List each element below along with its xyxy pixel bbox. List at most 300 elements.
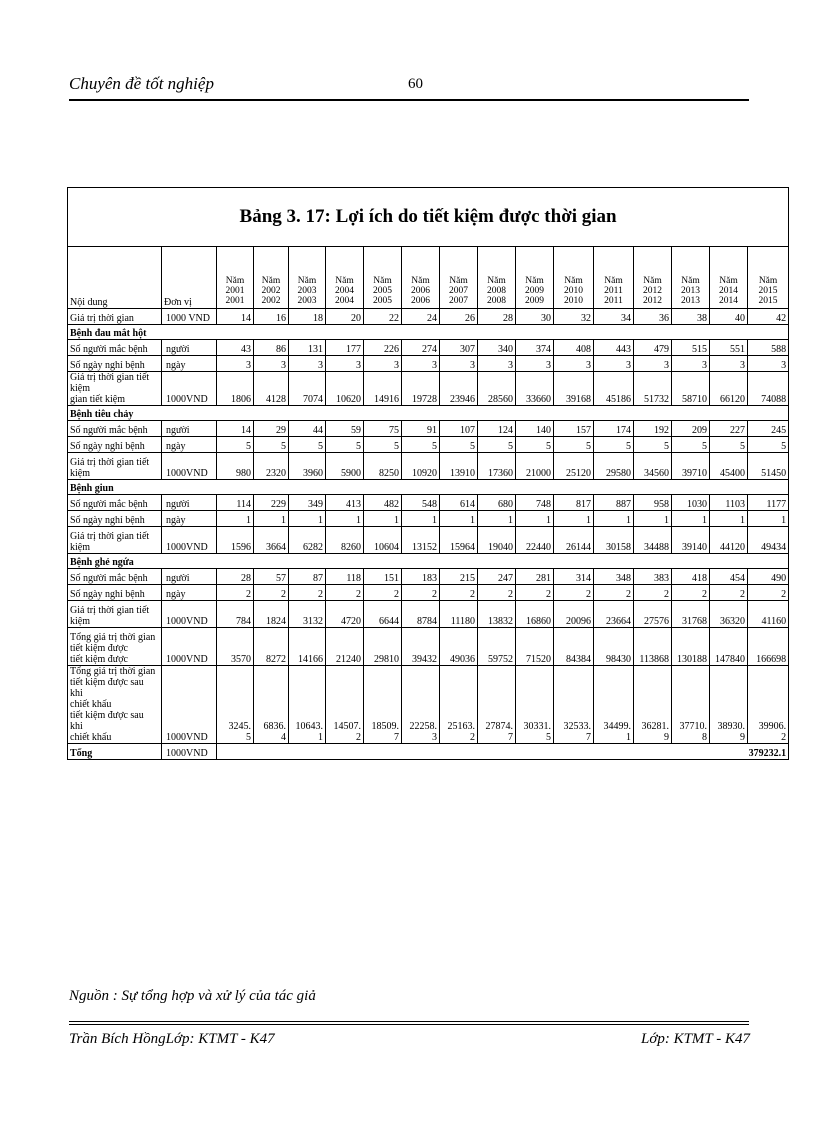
cell-line: 16: [276, 313, 286, 324]
value-cell: [710, 340, 748, 356]
cell-line: 74088: [761, 394, 787, 405]
value-cell: [594, 527, 634, 554]
value-cell: [748, 372, 789, 406]
cell-line: 16860: [526, 616, 551, 627]
cell-line: 209: [692, 425, 707, 436]
cell-line: 13152: [412, 542, 437, 553]
value-cell: [402, 495, 440, 511]
cell-line: 4128: [266, 394, 286, 405]
cell-line: 91: [427, 425, 437, 436]
cell-line: 5: [318, 441, 323, 452]
cell-line: 30: [541, 313, 551, 324]
year-header-line: 2006: [411, 296, 430, 307]
value-cell: [326, 628, 364, 666]
value-cell: [594, 585, 634, 601]
year-header-line: 2003: [297, 286, 317, 297]
row-label: [68, 495, 162, 511]
cell-line: 36281.: [641, 721, 669, 732]
value-cell: [634, 527, 672, 554]
cell-line: 418: [692, 573, 707, 584]
value-cell: [217, 585, 254, 601]
value-cell: [440, 372, 478, 406]
value-cell: [554, 511, 594, 527]
value-cell: [516, 527, 554, 554]
cell-line: 817: [576, 499, 591, 510]
value-cell: [217, 340, 254, 356]
value-cell: [748, 309, 789, 325]
cell-line: kiệm: [70, 468, 90, 479]
value-cell: [516, 569, 554, 585]
value-cell: [516, 666, 554, 744]
cell-line: 25163.: [447, 721, 475, 732]
cell-line: 1: [740, 515, 745, 526]
cell-line: 14916: [374, 394, 399, 405]
cell-line: 490: [771, 573, 787, 584]
value-cell: [672, 666, 710, 744]
cell-line: 3: [781, 360, 787, 371]
value-cell: [710, 372, 748, 406]
value-cell: [440, 309, 478, 325]
cell-line: tiết kiệm được sau khi: [70, 710, 144, 732]
cell-line: 1030: [687, 499, 707, 510]
value-cell: [217, 569, 254, 585]
value-cell: [634, 453, 672, 480]
cell-line: 66120: [720, 394, 745, 405]
value-cell: [554, 569, 594, 585]
year-header-line: Năm: [373, 276, 392, 287]
value-cell: [478, 309, 516, 325]
cell-line: gian tiết kiệm: [70, 394, 125, 405]
year-header-line: 2003: [297, 296, 317, 307]
value-cell: [554, 356, 594, 372]
value-cell: [516, 421, 554, 437]
year-header-line: Năm: [564, 276, 583, 287]
cell-line: 2: [432, 589, 437, 600]
cell-line: 49434: [761, 542, 787, 553]
row-label: [68, 437, 162, 453]
cell-line: 15964: [450, 542, 475, 553]
value-cell: [326, 666, 364, 744]
value-cell: [672, 453, 710, 480]
header-unit-label: Đơn vị: [162, 247, 217, 309]
value-cell: [402, 511, 440, 527]
cell-line: 13910: [450, 468, 475, 479]
cell-line: 5: [781, 441, 787, 452]
value-cell: [516, 511, 554, 527]
table-row: [68, 340, 789, 356]
value-cell: [594, 340, 634, 356]
cell-line: 1: [781, 515, 787, 526]
row-unit: 1000VND: [162, 601, 217, 628]
row-unit: 1000VND: [162, 453, 217, 480]
cell-line: 3960: [303, 468, 323, 479]
year-header: [364, 247, 402, 309]
cell-line: 27874.: [485, 721, 513, 732]
cell-line: 1: [318, 515, 323, 526]
year-header-line: Năm: [604, 276, 623, 287]
value-cell: [440, 421, 478, 437]
cell-line: 215: [460, 573, 475, 584]
cell-line: 3570: [231, 654, 251, 665]
cell-line: 5: [740, 441, 745, 452]
cell-line: Tổng giá trị thời gian: [70, 666, 156, 677]
year-header-line: 2005: [373, 286, 392, 297]
value-cell: [710, 453, 748, 480]
cell-line: 13832: [488, 616, 513, 627]
row-unit: người: [162, 340, 217, 356]
table-title: Bảng 3. 17: Lợi ích do tiết kiệm được thời gian: [68, 188, 789, 247]
year-header-line: 2007: [449, 286, 468, 297]
cell-line: 307: [460, 344, 475, 355]
value-cell: [516, 437, 554, 453]
cell-line: 748: [536, 499, 551, 510]
cell-line: 443: [616, 344, 631, 355]
cell-line: 413: [346, 499, 361, 510]
value-cell: [364, 421, 402, 437]
year-header-line: 2002: [261, 296, 281, 307]
value-cell: [710, 569, 748, 585]
value-cell: [748, 601, 789, 628]
cell-line: 40: [735, 313, 745, 324]
value-cell: [217, 372, 254, 406]
cell-line: 6836.: [263, 721, 286, 732]
value-cell: [440, 495, 478, 511]
cell-line: 3: [281, 360, 286, 371]
value-cell: [478, 569, 516, 585]
header-rule: [69, 99, 749, 101]
value-cell: [289, 585, 326, 601]
year-header-line: 2013: [681, 286, 700, 297]
value-cell: [289, 527, 326, 554]
year-header-line: 2012: [643, 286, 662, 297]
cell-line: 3: [740, 360, 745, 371]
cell-line: 39140: [682, 542, 707, 553]
cell-line: 41160: [761, 616, 787, 627]
value-cell: [326, 437, 364, 453]
value-cell: [289, 628, 326, 666]
cell-line: 10620: [336, 394, 361, 405]
cell-line: 7: [508, 732, 513, 743]
year-header-line: 2009: [525, 286, 544, 297]
value-cell: [748, 453, 789, 480]
cell-line: 3: [432, 732, 437, 743]
value-cell: [364, 569, 402, 585]
cell-line: 192: [654, 425, 669, 436]
cell-line: 349: [308, 499, 323, 510]
cell-line: 107: [460, 425, 475, 436]
cell-line: 140: [536, 425, 551, 436]
value-cell: [554, 437, 594, 453]
value-cell: [254, 527, 289, 554]
value-cell: [478, 527, 516, 554]
value-cell: [710, 309, 748, 325]
value-cell: [217, 437, 254, 453]
cell-line: 18: [313, 313, 323, 324]
cell-line: Giá trị thời gian: [70, 313, 134, 324]
section-row: [68, 480, 789, 495]
value-cell: [478, 601, 516, 628]
value-cell: [594, 511, 634, 527]
year-header-line: 2010: [564, 296, 583, 307]
row-unit: 1000VND: [162, 628, 217, 666]
cell-line: 348: [616, 573, 631, 584]
cell-line: 59: [351, 425, 361, 436]
value-cell: [364, 372, 402, 406]
value-cell: [478, 372, 516, 406]
cell-line: 26: [465, 313, 475, 324]
cell-line: tiết kiệm được sau khi: [70, 677, 144, 699]
cell-line: 1: [586, 515, 591, 526]
value-cell: [364, 495, 402, 511]
cell-line: 2: [781, 589, 787, 600]
year-header-line: Năm: [643, 276, 662, 287]
cell-line: 887: [616, 499, 631, 510]
cell-line: 87: [313, 573, 323, 584]
value-cell: [402, 569, 440, 585]
value-cell: [402, 372, 440, 406]
year-header-line: Năm: [487, 276, 506, 287]
value-cell: [672, 437, 710, 453]
table-container: [67, 187, 787, 760]
table-row: [68, 309, 789, 325]
cell-line: 51450: [761, 468, 787, 479]
year-header-line: 2005: [373, 296, 392, 307]
cell-line: 34488: [644, 542, 669, 553]
value-cell: [554, 628, 594, 666]
cell-line: 374: [536, 344, 551, 355]
value-cell: [710, 356, 748, 372]
value-cell: [516, 453, 554, 480]
value-cell: [672, 511, 710, 527]
cell-line: 45186: [606, 394, 631, 405]
value-cell: [634, 628, 672, 666]
value-cell: [516, 601, 554, 628]
cell-line: 281: [536, 573, 551, 584]
value-cell: [634, 666, 672, 744]
value-cell: [440, 666, 478, 744]
cell-line: 3664: [266, 542, 286, 553]
section-row: [68, 406, 789, 421]
cell-line: 340: [498, 344, 513, 355]
year-header: [672, 247, 710, 309]
year-header-line: 2008: [487, 286, 506, 297]
value-cell: [440, 340, 478, 356]
section-title: Bệnh giun: [68, 480, 789, 495]
section-title: Bệnh tiêu chảy: [68, 406, 789, 421]
cell-line: 33660: [526, 394, 551, 405]
value-cell: [217, 527, 254, 554]
cell-line: 454: [730, 573, 745, 584]
cell-line: 3: [546, 360, 551, 371]
value-cell: [672, 340, 710, 356]
value-cell: [254, 356, 289, 372]
row-unit: ngày: [162, 585, 217, 601]
header-content-label: Nội dung: [68, 247, 162, 309]
cell-line: Số ngày nghỉ bệnh: [70, 441, 145, 452]
cell-line: 1596: [231, 542, 251, 553]
row-unit: 1000 VND: [162, 309, 217, 325]
cell-line: 21000: [526, 468, 551, 479]
value-cell: [254, 340, 289, 356]
year-header-line: Năm: [411, 276, 430, 287]
value-cell: [710, 421, 748, 437]
cell-line: 5: [246, 441, 251, 452]
cell-line: 1: [432, 515, 437, 526]
cell-line: 18509.: [371, 721, 399, 732]
value-cell: [254, 511, 289, 527]
value-cell: [326, 527, 364, 554]
year-header: [217, 247, 254, 309]
year-header: [326, 247, 364, 309]
value-cell: [440, 585, 478, 601]
cell-line: 8: [702, 732, 707, 743]
cell-line: 408: [576, 344, 591, 355]
year-header-line: Năm: [758, 276, 778, 287]
value-cell: [478, 585, 516, 601]
value-cell: [710, 666, 748, 744]
cell-line: 39906.: [758, 721, 787, 732]
cell-line: 2: [470, 732, 475, 743]
cell-line: 22440: [526, 542, 551, 553]
row-unit: ngày: [162, 511, 217, 527]
value-cell: [217, 453, 254, 480]
cell-line: 5: [246, 732, 251, 743]
cell-line: 2: [664, 589, 669, 600]
year-header: [634, 247, 672, 309]
cell-line: 118: [346, 573, 361, 584]
cell-line: 29810: [374, 654, 399, 665]
table-row: [68, 569, 789, 585]
value-cell: [594, 628, 634, 666]
cell-line: 2: [781, 732, 787, 743]
value-cell: [594, 356, 634, 372]
value-cell: [326, 601, 364, 628]
value-cell: [364, 527, 402, 554]
cell-line: 227: [730, 425, 745, 436]
cell-line: 1: [508, 515, 513, 526]
cell-line: Số người mắc bệnh: [70, 573, 148, 584]
row-unit: người: [162, 569, 217, 585]
cell-line: 3245.: [228, 721, 251, 732]
cell-line: 2: [246, 589, 251, 600]
cell-line: 36320: [720, 616, 745, 627]
cell-line: 5: [470, 441, 475, 452]
cell-line: 5: [626, 441, 631, 452]
value-cell: [364, 628, 402, 666]
value-cell: [748, 585, 789, 601]
year-header-line: 2004: [335, 296, 354, 307]
row-unit: ngày: [162, 356, 217, 372]
cell-line: 71520: [526, 654, 551, 665]
cell-line: 20: [351, 313, 361, 324]
value-cell: [594, 437, 634, 453]
cell-line: 2: [508, 589, 513, 600]
value-cell: [634, 421, 672, 437]
year-header-line: Năm: [297, 276, 317, 287]
cell-line: 1: [246, 515, 251, 526]
cell-line: 6644: [379, 616, 399, 627]
total-row: [68, 744, 789, 760]
value-cell: [254, 453, 289, 480]
cell-line: 2: [740, 589, 745, 600]
value-cell: [289, 340, 326, 356]
cell-line: Số ngày nghỉ bệnh: [70, 515, 145, 526]
year-header: [440, 247, 478, 309]
value-cell: [364, 437, 402, 453]
cell-line: 3: [664, 360, 669, 371]
table-row: [68, 628, 789, 666]
value-cell: [364, 511, 402, 527]
cell-line: 30158: [606, 542, 631, 553]
value-cell: [402, 340, 440, 356]
value-cell: [672, 495, 710, 511]
cell-line: 3: [702, 360, 707, 371]
source-note: Nguồn : Sự tổng hợp và xử lý của tác giả: [69, 988, 316, 1004]
cell-line: 27576: [644, 616, 669, 627]
cell-line: 28: [503, 313, 513, 324]
footer-rule: [69, 1021, 749, 1022]
cell-line: 3: [470, 360, 475, 371]
table-title-row: [68, 188, 789, 247]
value-cell: [289, 437, 326, 453]
value-cell: [402, 527, 440, 554]
value-cell: [748, 666, 789, 744]
value-cell: [326, 340, 364, 356]
cell-line: 4720: [341, 616, 361, 627]
value-cell: [672, 527, 710, 554]
cell-line: 229: [271, 499, 286, 510]
value-cell: [402, 356, 440, 372]
value-cell: [254, 495, 289, 511]
cell-line: Số ngày nghỉ bệnh: [70, 360, 145, 371]
row-label: [68, 356, 162, 372]
value-cell: [326, 585, 364, 601]
value-cell: [516, 628, 554, 666]
value-cell: [634, 356, 672, 372]
value-cell: [516, 372, 554, 406]
value-cell: [217, 309, 254, 325]
cell-line: 39432: [412, 654, 437, 665]
cell-line: 45400: [720, 468, 745, 479]
value-cell: [634, 437, 672, 453]
cell-line: 25120: [566, 468, 591, 479]
value-cell: [594, 421, 634, 437]
value-cell: [672, 601, 710, 628]
cell-line: 9: [664, 732, 669, 743]
value-cell: [440, 453, 478, 480]
cell-line: 5: [432, 441, 437, 452]
cell-line: 147840: [715, 654, 745, 665]
cell-line: Giá trị thời gian tiết: [70, 531, 150, 542]
total-unit: 1000VND: [162, 744, 217, 760]
value-cell: [554, 666, 594, 744]
cell-line: 2: [470, 589, 475, 600]
cell-line: 29: [276, 425, 286, 436]
cell-line: 274: [422, 344, 437, 355]
table-row: [68, 527, 789, 554]
value-cell: [254, 585, 289, 601]
value-cell: [554, 601, 594, 628]
value-cell: [364, 585, 402, 601]
value-cell: [672, 372, 710, 406]
cell-line: 28: [241, 573, 251, 584]
cell-line: tiết kiệm được: [70, 654, 128, 665]
value-cell: [710, 527, 748, 554]
cell-line: Giá trị thời gian tiết: [70, 605, 150, 616]
value-cell: [554, 453, 594, 480]
section-title: Bệnh ghẻ ngứa: [68, 554, 789, 569]
cell-line: 19728: [412, 394, 437, 405]
